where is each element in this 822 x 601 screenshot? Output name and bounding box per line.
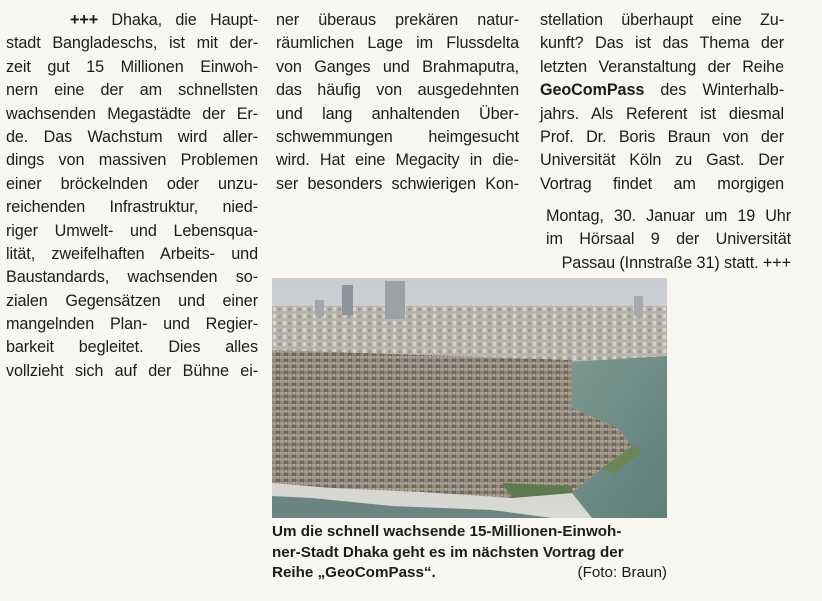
col1-line-7: einer bröckelnden oder unzu- xyxy=(6,174,258,193)
tower xyxy=(315,300,324,316)
col1-line-2: zeit gut 15 Millionen Einwoh- xyxy=(6,57,258,76)
col1-line-10: lität, zweifelhaften Arbeits- und xyxy=(6,244,258,263)
col1-line-3: nern eine der am schnellsten xyxy=(6,81,258,100)
col1-line-5: de. Das Wachstum wird aller- xyxy=(6,127,258,146)
marker-start: +++ xyxy=(70,11,99,29)
col3b-line-0: Montag, 30. Januar um 19 Uhr xyxy=(546,207,791,225)
col3b-line-2: Passau (Innstraße 31) statt. +++ xyxy=(561,253,791,272)
col3-line-6: Universität Köln zu Gast. Der xyxy=(540,151,784,170)
col3-line-3-rest: des Winterhalb- xyxy=(644,81,784,100)
col2-line-2: von Ganges und Brahmaputra, xyxy=(276,57,519,76)
article-column-3 xyxy=(540,9,784,196)
col3-line-2: letzten Veranstaltung der Reihe xyxy=(540,57,784,76)
article-column-3-continued xyxy=(546,205,791,275)
col3-line-3 xyxy=(540,79,784,102)
col1-line-15: vollzieht sich auf der Bühne ei- xyxy=(6,361,258,380)
series-name: GeoComPass xyxy=(540,81,645,100)
col2-line-3: das häufig von ausgedehnten xyxy=(276,81,519,100)
col2-line-7: ser besonders schwierigen Kon- xyxy=(276,174,519,193)
col2-line-0: ner überaus prekären natur- xyxy=(276,11,519,29)
tower xyxy=(634,296,643,316)
col3-line-4: jahrs. Als Referent ist diesmal xyxy=(540,104,784,123)
col2-line-6: wird. Hat eine Megacity in die- xyxy=(276,151,519,170)
col3-line-7: Vortrag findet am morgigen xyxy=(540,174,784,193)
col2-line-4: und lang anhaltenden Über- xyxy=(276,104,519,123)
col1-line-13: mangelnden Plan- und Regier- xyxy=(6,315,258,334)
col2-line-5: schwemmungen heimgesucht xyxy=(276,127,519,146)
col3-line-0: stellation überhaupt eine Zu- xyxy=(540,11,784,29)
caption-line-0: Um die schnell wachsende 15-Millionen-Einwoh- xyxy=(272,523,622,540)
col1-line-12: zialen Gegensätzen und einer xyxy=(6,291,258,310)
caption-line-1: ner-Stadt Dhaka geht es im nächsten Vortrag der xyxy=(272,543,624,561)
col1-line-1: stadt Bangladeschs, ist mit der- xyxy=(6,34,258,53)
article-column-1 xyxy=(6,9,258,383)
col1-line-8: reichenden Infrastruktur, nied- xyxy=(6,198,258,217)
col3-line-1: kunft? Das ist das Thema der xyxy=(540,34,784,53)
caption-line-2: Reihe „GeoComPass“. xyxy=(272,564,436,581)
col1-line-0: Dhaka, die Haupt- xyxy=(111,11,258,29)
col1-line-14: barkeit begleitet. Dies alles xyxy=(6,338,258,357)
col3b-line-1: im Hörsaal 9 der Universität xyxy=(546,230,791,249)
col2-line-1: räumlichen Lage im Flussdelta xyxy=(276,34,519,53)
col3-line-5: Prof. Dr. Boris Braun von der xyxy=(540,127,784,146)
photo-credit: (Foto: Braun) xyxy=(577,564,667,581)
col1-line-6: dings von massiven Problemen xyxy=(6,151,258,170)
photo-caption xyxy=(272,522,667,584)
tower xyxy=(385,281,405,319)
tower xyxy=(342,285,353,315)
dhaka-aerial-photo xyxy=(272,278,667,518)
col1-line-4: wachsenden Megastädte der Er- xyxy=(6,104,258,123)
article-column-2 xyxy=(276,9,519,196)
col1-line-9: riger Umwelt- und Lebensqua- xyxy=(6,221,258,240)
col1-line-11: Baustandards, wachsenden so- xyxy=(6,268,258,287)
